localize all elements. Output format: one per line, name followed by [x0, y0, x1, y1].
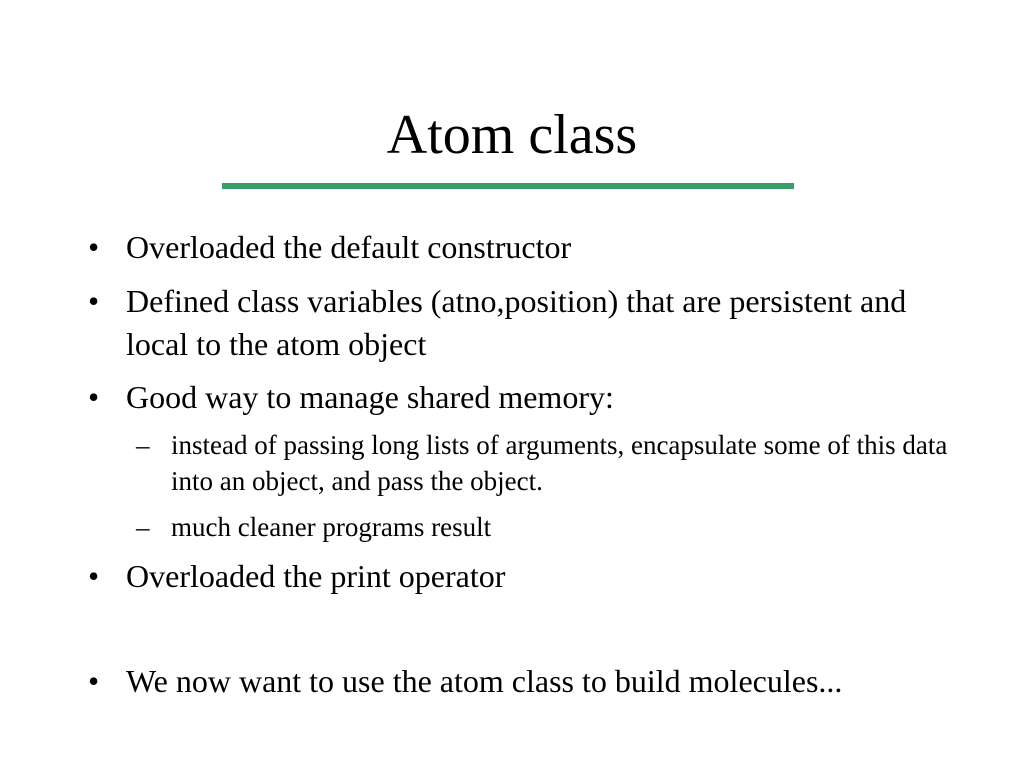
bullet-text: Overloaded the print operator — [126, 558, 506, 594]
bullet-text: We now want to use the atom class to build molecules... — [126, 663, 843, 699]
bullet-marker: • — [88, 229, 100, 265]
dash-marker: – — [136, 512, 150, 542]
bullet-item — [88, 280, 948, 366]
bullet-marker: • — [88, 379, 100, 415]
sub-bullet-item — [136, 427, 976, 499]
bullet-item — [88, 555, 948, 598]
slide-title: Atom class — [386, 104, 638, 166]
bullet-text: Overloaded the default constructor — [126, 229, 572, 265]
bullet-marker: • — [88, 558, 100, 594]
sub-bullet-text: much cleaner programs result — [171, 512, 492, 542]
bullet-item — [88, 376, 948, 419]
bullet-item — [88, 226, 948, 269]
bullet-marker: • — [88, 663, 100, 699]
bullet-marker: • — [88, 283, 100, 319]
sub-bullet-item — [136, 509, 976, 545]
sub-bullet-text: instead of passing long lists of arguments, encapsulate some of this data into an object, and pass the object. — [171, 430, 948, 496]
bullet-text: Good way to manage shared memory: — [126, 379, 614, 415]
dash-marker: – — [136, 430, 150, 460]
bullet-text: Defined class variables (atno,position) that are persistent and local to the atom object — [126, 283, 907, 362]
bullet-item — [88, 660, 948, 703]
